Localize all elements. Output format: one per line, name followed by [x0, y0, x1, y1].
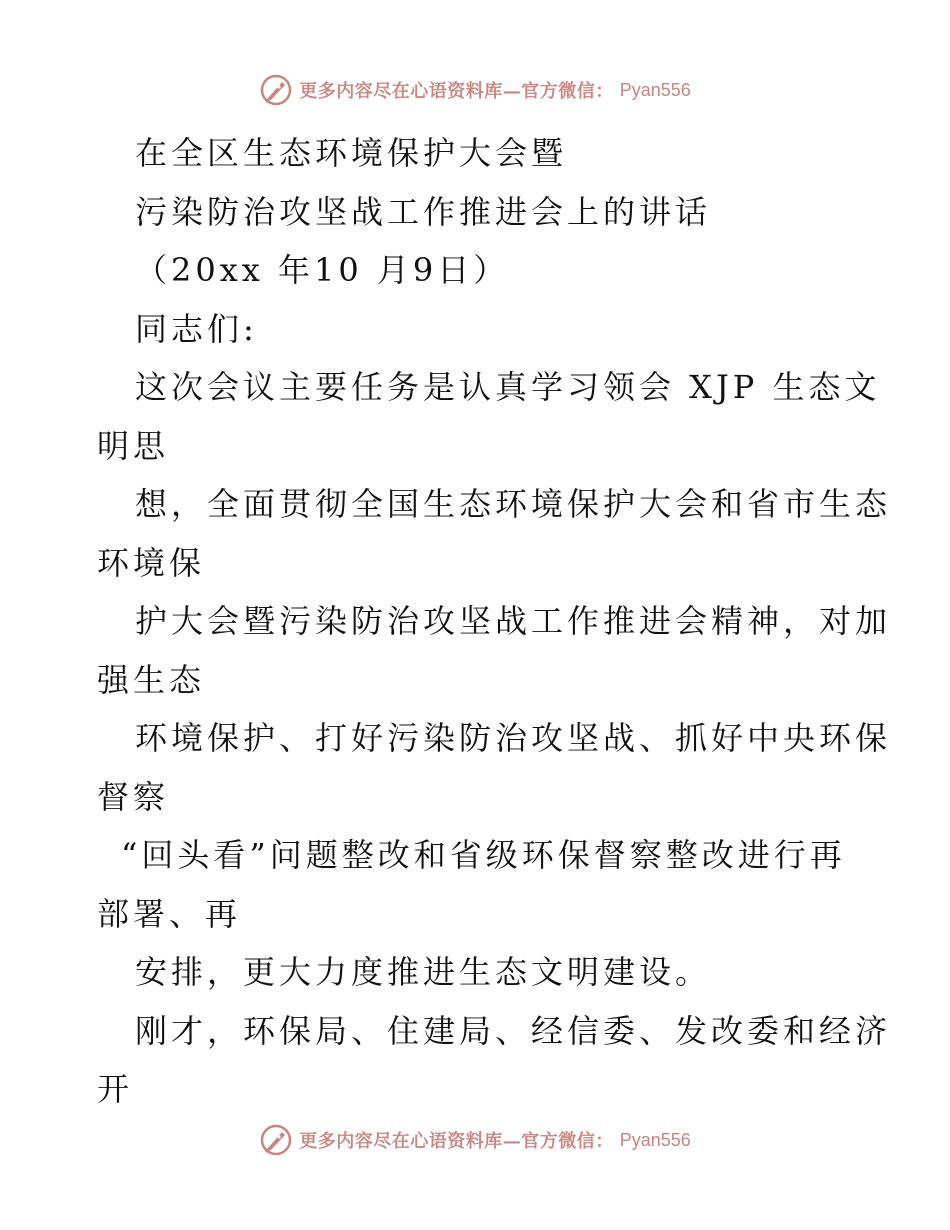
paragraph-line: 护大会暨污染防治攻坚战工作推进会精神，对加	[135, 602, 892, 640]
paragraph-line: “回头看”问题整改和省级环保督察整改进行再	[121, 836, 846, 874]
paragraph-line: 明思	[97, 426, 170, 465]
paragraph-line: 督察	[97, 777, 170, 816]
pen-nib-seal-icon	[259, 1123, 293, 1157]
document-body	[97, 124, 897, 1119]
paragraph-line: 环境保护、打好污染防治攻坚战、抓好中央环保	[135, 719, 892, 757]
document-title-line-2: 污染防治攻坚战工作推进会上的讲话	[135, 192, 712, 231]
document-title-line-1: 在全区生态环境保护大会暨	[135, 134, 568, 172]
paragraph-line: 强生态	[97, 660, 206, 699]
watermark-text: 更多内容尽在心语资料库—官方微信：	[299, 1131, 614, 1152]
pen-nib-seal-icon	[259, 73, 293, 107]
document-date: （20xx 年10 月9日）	[135, 251, 510, 289]
paragraph-line: 安排，更大力度推进生态文明建设。	[135, 953, 712, 991]
paragraph-line: 刚才，环保局、住建局、经信委、发改委和经济	[135, 1011, 892, 1050]
paragraph-line: 部署、再	[97, 894, 242, 933]
paragraph-line: 想，全面贯彻全国生态环境保护大会和省市生态	[135, 485, 892, 523]
footer-watermark-banner	[0, 1120, 950, 1160]
watermark-wechat-id: Pyan556	[619, 1129, 691, 1150]
watermark-text: 更多内容尽在心语资料库—官方微信：	[299, 81, 614, 102]
paragraph-line: 开	[97, 1070, 134, 1108]
salutation: 同志们:	[135, 309, 258, 348]
paragraph-line: 这次会议主要任务是认真学习领会 XJP 生态文	[135, 368, 881, 406]
paragraph-line: 环境保	[97, 543, 206, 582]
header-watermark-banner	[0, 70, 950, 110]
watermark-wechat-id: Pyan556	[619, 79, 691, 100]
